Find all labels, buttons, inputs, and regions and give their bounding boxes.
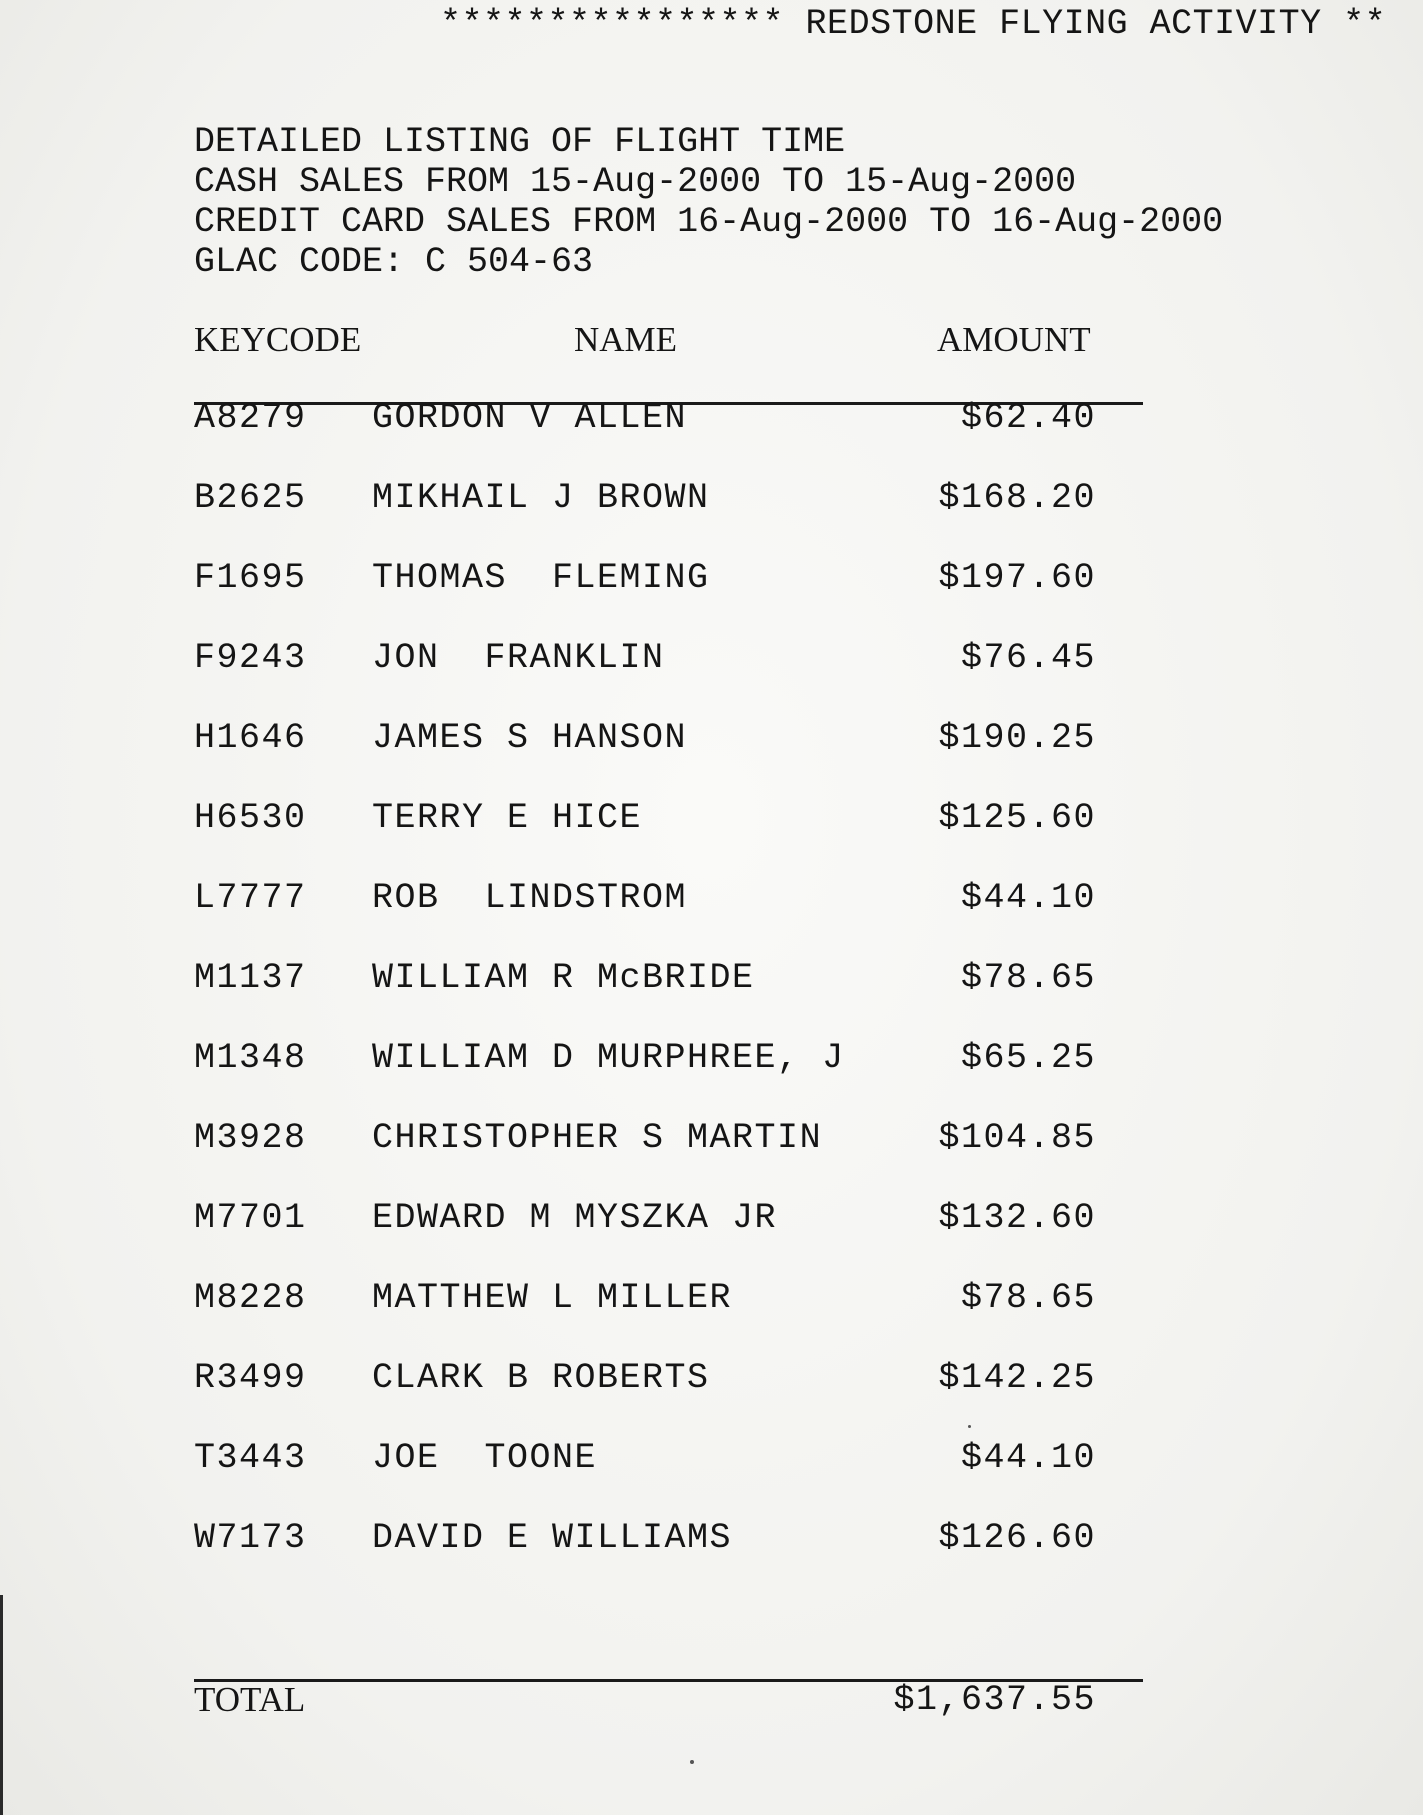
total-amount: $1,637.55 — [893, 1680, 1096, 1720]
column-header-amount: AMOUNT — [937, 320, 1091, 359]
keycode-cell: T3443 — [194, 1438, 307, 1478]
amount-cell: $44.10 — [960, 878, 1096, 918]
table-row — [0, 1038, 1423, 1118]
table-row — [0, 878, 1423, 958]
total-row — [0, 1680, 1423, 1730]
name-cell: DAVID E WILLIAMS — [372, 1518, 733, 1558]
name-cell: MIKHAIL J BROWN — [372, 478, 710, 518]
table-row — [0, 958, 1423, 1038]
flight-time-table — [0, 398, 1423, 1598]
scan-speck — [968, 1425, 971, 1428]
name-cell: EDWARD M MYSZKA JR — [372, 1198, 778, 1238]
keycode-cell: B2625 — [194, 478, 307, 518]
table-row — [0, 1518, 1423, 1598]
report-banner: **************** REDSTONE FLYING ACTIVITY ** — [440, 4, 1387, 44]
keycode-cell: M8228 — [194, 1278, 307, 1318]
table-row — [0, 638, 1423, 718]
name-cell: JAMES S HANSON — [372, 718, 688, 758]
keycode-cell: W7173 — [194, 1518, 307, 1558]
glac-code: GLAC CODE: C 504-63 — [194, 242, 594, 282]
keycode-cell: F1695 — [194, 558, 307, 598]
name-cell: TERRY E HICE — [372, 798, 643, 838]
credit-card-sales-range: CREDIT CARD SALES FROM 16-Aug-2000 TO 16-Aug-2000 — [194, 202, 1224, 242]
name-cell: WILLIAM R McBRIDE — [372, 958, 755, 998]
name-cell: JOE TOONE — [372, 1438, 598, 1478]
table-row — [0, 478, 1423, 558]
amount-cell: $78.65 — [960, 1278, 1096, 1318]
name-cell: GORDON V ALLEN — [372, 398, 688, 438]
keycode-cell: A8279 — [194, 398, 307, 438]
report-header — [194, 122, 1223, 282]
amount-cell: $62.40 — [960, 398, 1096, 438]
table-header — [0, 320, 1423, 364]
table-row — [0, 1278, 1423, 1358]
table-row — [0, 1118, 1423, 1198]
amount-cell: $197.60 — [938, 558, 1096, 598]
scan-speck — [690, 1760, 694, 1764]
keycode-cell: H1646 — [194, 718, 307, 758]
keycode-cell: M7701 — [194, 1198, 307, 1238]
scan-edge-mark — [0, 1595, 3, 1815]
keycode-cell: R3499 — [194, 1358, 307, 1398]
report-title: DETAILED LISTING OF FLIGHT TIME — [194, 122, 846, 162]
column-header-name: NAME — [574, 320, 678, 359]
name-cell: MATTHEW L MILLER — [372, 1278, 733, 1318]
table-row — [0, 398, 1423, 478]
amount-cell: $132.60 — [938, 1198, 1096, 1238]
keycode-cell: M1348 — [194, 1038, 307, 1078]
column-header-keycode: KEYCODE — [194, 320, 362, 359]
amount-cell: $126.60 — [938, 1518, 1096, 1558]
table-row — [0, 1438, 1423, 1518]
name-cell: CHRISTOPHER S MARTIN — [372, 1118, 823, 1158]
total-label: TOTAL — [194, 1680, 306, 1719]
keycode-cell: L7777 — [194, 878, 307, 918]
table-row — [0, 558, 1423, 638]
keycode-cell: M1137 — [194, 958, 307, 998]
amount-cell: $142.25 — [938, 1358, 1096, 1398]
name-cell: WILLIAM D MURPHREE, J — [372, 1038, 845, 1078]
keycode-cell: H6530 — [194, 798, 307, 838]
amount-cell: $104.85 — [938, 1118, 1096, 1158]
cash-sales-range: CASH SALES FROM 15-Aug-2000 TO 15-Aug-2000 — [194, 162, 1077, 202]
amount-cell: $190.25 — [938, 718, 1096, 758]
amount-cell: $168.20 — [938, 478, 1096, 518]
name-cell: ROB LINDSTROM — [372, 878, 688, 918]
name-cell: THOMAS FLEMING — [372, 558, 710, 598]
amount-cell: $76.45 — [960, 638, 1096, 678]
amount-cell: $65.25 — [960, 1038, 1096, 1078]
amount-cell: $44.10 — [960, 1438, 1096, 1478]
table-row — [0, 798, 1423, 878]
name-cell: JON FRANKLIN — [372, 638, 665, 678]
name-cell: CLARK B ROBERTS — [372, 1358, 710, 1398]
table-row — [0, 1358, 1423, 1438]
amount-cell: $78.65 — [960, 958, 1096, 998]
amount-cell: $125.60 — [938, 798, 1096, 838]
keycode-cell: M3928 — [194, 1118, 307, 1158]
table-row — [0, 718, 1423, 798]
keycode-cell: F9243 — [194, 638, 307, 678]
table-row — [0, 1198, 1423, 1278]
